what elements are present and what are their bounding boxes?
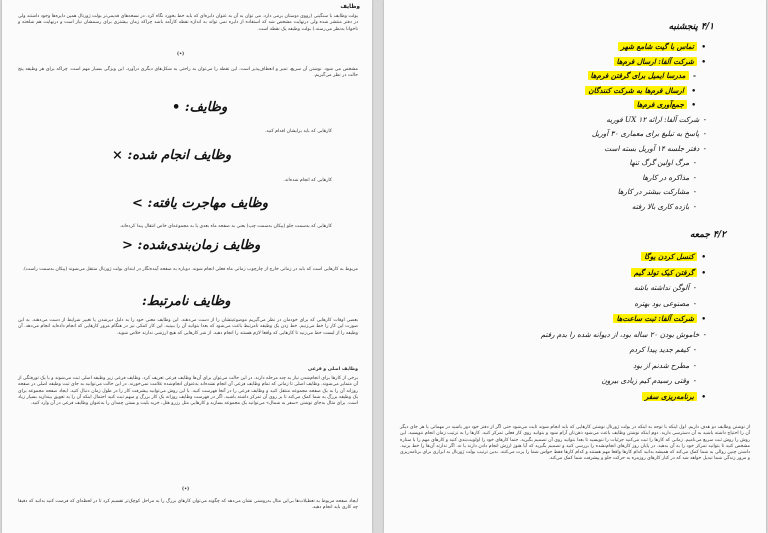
task-marker: (•) xyxy=(177,52,185,57)
dash-icon: - xyxy=(690,71,696,80)
bullet-dot-icon: • xyxy=(698,391,706,401)
entry-text: شرکت آلفا: ثبت ساعت‌ها xyxy=(613,314,696,323)
entry-text: ارسال فرم‌ها به شرکت کنندگان xyxy=(585,86,687,95)
journal-entry xyxy=(634,283,696,292)
entry-text: گرفتن کیک تولد گیم xyxy=(631,268,697,277)
entry-text: دفتر جلسه ۱۴ آوریل بسته است xyxy=(604,143,700,153)
left-book-page xyxy=(2,0,372,533)
dash-icon: - xyxy=(691,283,696,292)
dash-icon: - xyxy=(691,172,696,182)
bullet-dot-icon: • xyxy=(698,314,706,323)
journal-entry xyxy=(631,268,706,277)
journal-entry xyxy=(633,361,696,370)
entry-text: شرکت آلفا: ارائه UX ۱۲ فوریه xyxy=(606,114,700,124)
state-title: وظایف انجام شده: xyxy=(127,148,232,163)
dash-icon: - xyxy=(701,114,706,124)
journal-entry xyxy=(604,144,706,153)
journal-entry xyxy=(629,158,696,167)
journal-entry xyxy=(613,314,706,323)
entry-text: آلوگن نداشته باشه xyxy=(634,283,690,292)
journal-entry xyxy=(641,252,706,261)
dash-icon: - xyxy=(701,143,706,153)
bullet-dot-icon: • xyxy=(172,100,181,115)
entry-text: مذاکره در کارها xyxy=(642,172,690,182)
dash-icon: - xyxy=(691,187,696,196)
day-header: ۴/۲ جمعه xyxy=(689,230,726,240)
state-desc: کارهایی که باید برایشان اقدام کنید. xyxy=(264,129,332,134)
journal-entry xyxy=(634,100,696,109)
entry-text: کیفم جدید پیدا کردم xyxy=(629,345,690,354)
journal-entry xyxy=(618,42,706,51)
entry-text: مشارکت بیشتر در کارها xyxy=(617,187,690,196)
entry-text: پاسخ به تبلیغ برای معماری ۳۰ آوریل xyxy=(591,129,700,138)
entry-text: شرکت آلفا: ارسال فرم‌ها xyxy=(614,57,697,66)
state-desc: مربوط به کارهایی است که باید در زمانی خارج از چارچوب زمانی ماه فعلی انجام شوند. دوباره به صفحه آینده‌نگار در ابتدای بولت ژورنال منتقل می‌شوند (پیکان به‌سمت راست). xyxy=(22,267,358,272)
journal-entry xyxy=(614,57,706,66)
bottom-marker: (•) xyxy=(182,487,190,492)
bullet-dot-icon: • xyxy=(698,252,706,261)
related-paragraph: بعضی اوقات کارهایی که برای خودمان در نظر می‌گیریم موضوعیتشان را از دست می‌دهند. این وظایف معنی خود را به دلیل دیرشدن یا تغییر شرایط از دست می‌دهند. به این صورت این کار را خط می‌زنیم. خط زدن یک وظیفه نامرتبط باعث می‌شود که بعدا بتوانید آن را ببینید. این کار کمکی نیز در هنگام مرور کارهایی که انجام داده‌اید انجام می‌دهد. آن وظیفه را از لیست خط می‌زنید تا کارهایی که واقعا لازم هستند را انجام دهید. از شر کارهایی که هیچ ارزشی ندارند خلاص شوید. xyxy=(18,318,358,336)
state-title: وظایف مهاجرت یافته: xyxy=(147,196,268,211)
entry-text: مطرح شدنم از بود xyxy=(633,360,690,370)
footer-paragraph: ایجاد صفحه مربوط به تعطیلات‌ها بی‌این مثال به‌روشنی نشان می‌دهد که چگونه می‌توان کارهای بزرگ را به مراحل کوچک‌تر تقسیم کرد تا در لحظه‌ای که فرصت کنید بدانید که دقیقا چه کاری باید انجام دهید. xyxy=(18,499,358,511)
entry-text: برنامه‌ریزی سفر xyxy=(642,392,697,401)
journal-entry xyxy=(642,392,706,401)
journal-entry xyxy=(592,129,706,138)
dash-icon: - xyxy=(691,345,696,354)
dash-icon: - xyxy=(701,329,706,339)
subsection-heading: وظایف اصلی و فرعی xyxy=(308,367,358,372)
entry-text: بازده کاری بالا رفته xyxy=(631,201,690,211)
entry-text: مرگ اولین گرگ تنها xyxy=(629,158,690,167)
journal-entry xyxy=(601,376,696,385)
related-heading: وظایف نامرتبط: xyxy=(142,294,231,309)
dash-icon: - xyxy=(691,158,696,167)
dash-icon: - xyxy=(701,129,706,138)
journal-entry xyxy=(541,330,706,339)
cross-icon: × xyxy=(112,148,123,163)
journal-entry xyxy=(629,345,696,354)
entry-text: وقتی رسیدم کیم زیادی بیرون xyxy=(601,376,690,385)
bullet-dot-icon: • xyxy=(698,42,706,51)
journal-entry xyxy=(618,187,696,196)
journal-entry xyxy=(632,202,696,211)
entry-text: تماس با گیت شامع شهر xyxy=(618,42,697,51)
journal-entry xyxy=(634,299,696,308)
subsection-paragraph: برخی از کارها برای انجام‌شدن نیاز به چند مرحله دارند. در این حالت می‌توان برای آن‌ها وظایف فرعی تعریف کرد. وظایف فرعی زیر وظیفه اصلی ثبت می‌شوند و با یک تورفتگی از آن متمایز می‌شوند. وظایف اصلی تا زمانی که تمام وظایف فرعی آن انجام نشده‌اند به‌عنوان انجام‌شده علامت نمی‌خورند. در این حالت می‌توانید به جای ثبت وظیفه اصلی در صفحه روزانه آن را به یک صفحه مجموعه منتقل کنید و وظایف فرعی را در آنجا فهرست کنید. با این روش می‌توانید پیشرفت کار را در طول زمان دنبال کنید. ایجاد صفحه مجموعه برای یک وظیفه بزرگ به شما کمک می‌کند تا بر روی آن تمرکز داشته باشید. اگر در فهرست وظایف روزانه یک کار بزرگ و مبهم ثبت کنید احتمال اینکه آن را به تعویق بیندازید بسیار زیاد است. برای مثال به‌جای نوشتن «سفر به شمال» می‌توانید یک مجموعه بسازید و کارهایی مثل رزرو هتل، خرید بلیت و بستن چمدان را به‌عنوان وظایف فرعی در آن وارد کنید. xyxy=(18,376,358,407)
arrow-right-icon: > xyxy=(132,196,143,211)
journal-entry xyxy=(588,71,696,80)
entry-text: مدرسا ایمیل برای گرفتن فرم‌ها xyxy=(588,71,689,80)
bottom-paragraph: از نوشتن وظایف دو هدف داریم. اول اینکه با توجه به اینکه در بولت ژورنال نوشتن کارهایی که باید انجام شوند ثابت می‌شود حتی اگر از دفتر خود دور باشید در مهمانی یا هر جای دیگر آن را احتیاج داشته باشید به آن دسترسی دارید. دوم اینکه نوشتن وظایف باعث می‌شود ذهن‌تان آرام شود و بتوانید روی کار فعلی تمرکز کنید. کارها را به ترتیب زمان انجام ننویسید. این روش را روش ثبت سریع می‌نامیم. زمانی که کارها را ثبت می‌کنید جزئیات را ننویسید تا بعدا بتوانید روی آن تصمیم بگیرید. حتما کارهای خود را اولویت‌بندی کنید و کارهای مهم را با ستاره مشخص کنید تا بتوانید تمرکز خود را به آن بدهید. در پایان روز کارهای انجام‌نشده را بررسی کنید و تصمیم بگیرید که آیا هنوز ارزش انجام دادن دارند یا نه. اگر ندارند آن‌ها را خط بزنید. داشتن چنین روالی به شما کمک می‌کند که همیشه بدانید کدام کارها واقعا مهم هستند و کدام کارها فقط حواس شما را پرت می‌کنند. بدین ترتیب بولت ژورنال به ابزاری برای برنامه‌ریزی و مرور زندگی شما تبدیل خواهد شد که در کنار کارهای روزمره به حرکت جلو و پیشرفت شما کمک می‌کند. xyxy=(400,425,750,462)
day-header: ۴/۱ پنجشنبه xyxy=(668,22,714,32)
section-title: وظایف xyxy=(340,4,360,10)
journal-entry xyxy=(642,173,696,182)
arrow-left-icon: < xyxy=(122,238,133,253)
entry-text: جمع‌آوری فرم‌ها xyxy=(634,100,687,109)
state-heading-scheduled xyxy=(122,238,260,253)
right-book-page xyxy=(384,0,766,533)
dash-icon: - xyxy=(691,201,696,211)
dash-icon: - xyxy=(691,360,696,370)
state-heading-migrated xyxy=(132,196,268,211)
journal-entry xyxy=(606,115,706,124)
journal-entry xyxy=(585,86,696,95)
bullet-dot-icon: • xyxy=(698,56,706,66)
description-paragraph: مشخص می شود. نوشتن آن سریع، تمیز و انعطاف‌پذیر است. این نقطه را می‌توان به راحتی به شکل‌های دیگری درآورد. این ویژگی بسیار مهم است. چراکه برای هر وظیفه پنج حالت در نظر می‌گیریم. xyxy=(18,67,358,79)
entry-text: مصنوعی بود بهتره xyxy=(634,298,690,308)
entry-text: کنسل کردن یوگا xyxy=(641,252,697,261)
dash-icon: - xyxy=(691,376,696,385)
bullet-dot-icon: • xyxy=(688,85,696,95)
bullet-dot-icon: • xyxy=(688,100,696,109)
state-desc: کارهایی که انجام شده‌اند. xyxy=(283,178,332,183)
state-desc: کارهایی که به‌سمت جلو (پیکان به‌سمت چپ) یعنی به صفحه ماه بعدی یا به مجموعه‌ای خاص انتقال پیدا کرده‌اند. xyxy=(119,224,332,229)
state-heading-completed xyxy=(112,148,231,163)
state-title: وظایف زمان‌بندی‌شده: xyxy=(137,238,261,253)
bullet-dot-icon: • xyxy=(698,267,706,277)
intro-paragraph: بولت وظایف با سنگینی (رووی دوستان برمی دارد. می توان به آن به عنوان دایره‌ای که باید خط بخورد نگاه کرد. در نسخه‌های قدیمی‌تر بولت ژورنال همین دایره‌ها وجود داشتند ولی در دفتر منتشر شده ولی درنهایت مشخص شد که استفاده از دایره نمی تواند به اندازه نقطه کارآمد باشد چراکه زمان بیشتری برای رسمشان نیاز است و درنهایت هم شلخته و ناخوانا به‌نظر می‌رسند.) بولت وظیفه یک نقطه است. xyxy=(18,14,358,32)
entry-text: خاموش بودن ۲۰ ساله بود، از دیوانه شده را بدم رفتم xyxy=(540,329,700,339)
state-heading-tasks xyxy=(172,100,227,115)
state-title: وظایف: xyxy=(184,100,228,115)
dash-icon: - xyxy=(691,298,696,308)
